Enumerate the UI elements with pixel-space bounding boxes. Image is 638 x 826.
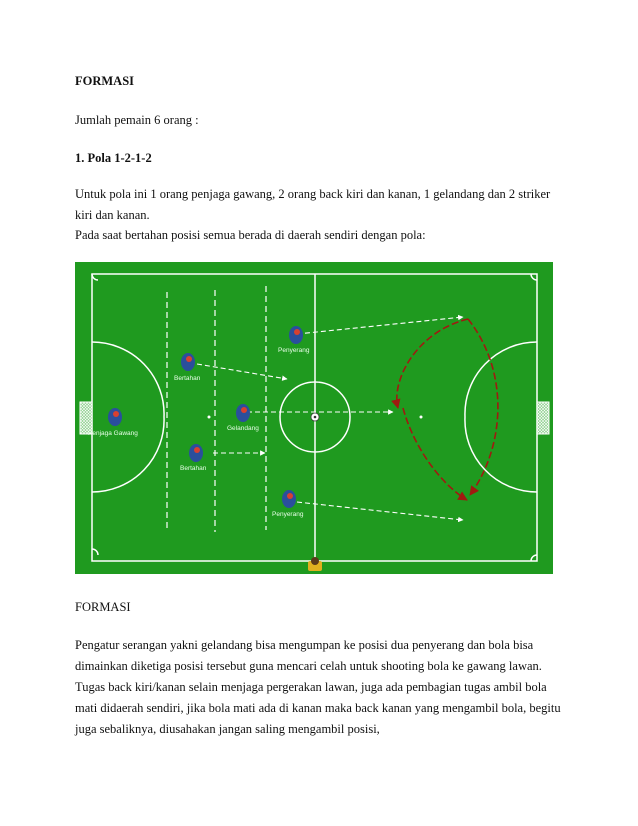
formation-field-diagram — [75, 262, 553, 574]
intro-line-1: Untuk pola ini 1 orang penjaga gawang, 2 orang back kiri dan kanan, 1 gelandang dan 2 striker — [75, 187, 551, 201]
body-line-5: juga sebaliknya, diusahakan jangan saling mengambil posisi, — [75, 722, 380, 736]
pattern-title: 1. Pola 1-2-1-2 — [75, 151, 152, 165]
svg-text:Bertahan: Bertahan — [180, 465, 207, 472]
heading-formasi: FORMASI — [75, 74, 135, 88]
ball-icon — [311, 413, 319, 421]
right-goal — [537, 402, 549, 434]
heading-formasi-2: FORMASI — [75, 600, 131, 614]
body-line-1: Pengatur serangan yakni gelandang bisa mengumpan ke posisi dua penyerang dan bola bisa — [75, 638, 534, 652]
intro-line-2: kiri dan kanan. — [75, 208, 150, 222]
svg-text:Bertahan: Bertahan — [174, 375, 201, 382]
svg-text:Penyerang: Penyerang — [278, 347, 310, 354]
players-count-text: Jumlah pemain 6 orang : — [75, 113, 199, 127]
body-line-3: Tugas back kiri/kanan selain menjaga pergerakan lawan, juga ada pembagian tugas ambil bola — [75, 680, 547, 694]
svg-text:Penjaga Gawang: Penjaga Gawang — [88, 430, 138, 437]
body-line-4: mati didaerah sendiri, jika bola mati ada di kanan maka back kanan yang mengambil bola, begitu — [75, 701, 561, 715]
svg-text:Penyerang: Penyerang — [272, 511, 304, 518]
body-line-2: dimainkan diketiga posisi tersebut guna mencari celah untuk shooting bola ke gawang lawan. — [75, 659, 542, 673]
svg-text:Gelandang: Gelandang — [227, 425, 259, 432]
intro-line-3: Pada saat bertahan posisi semua berada di daerah sendiri dengan pola: — [75, 228, 426, 242]
